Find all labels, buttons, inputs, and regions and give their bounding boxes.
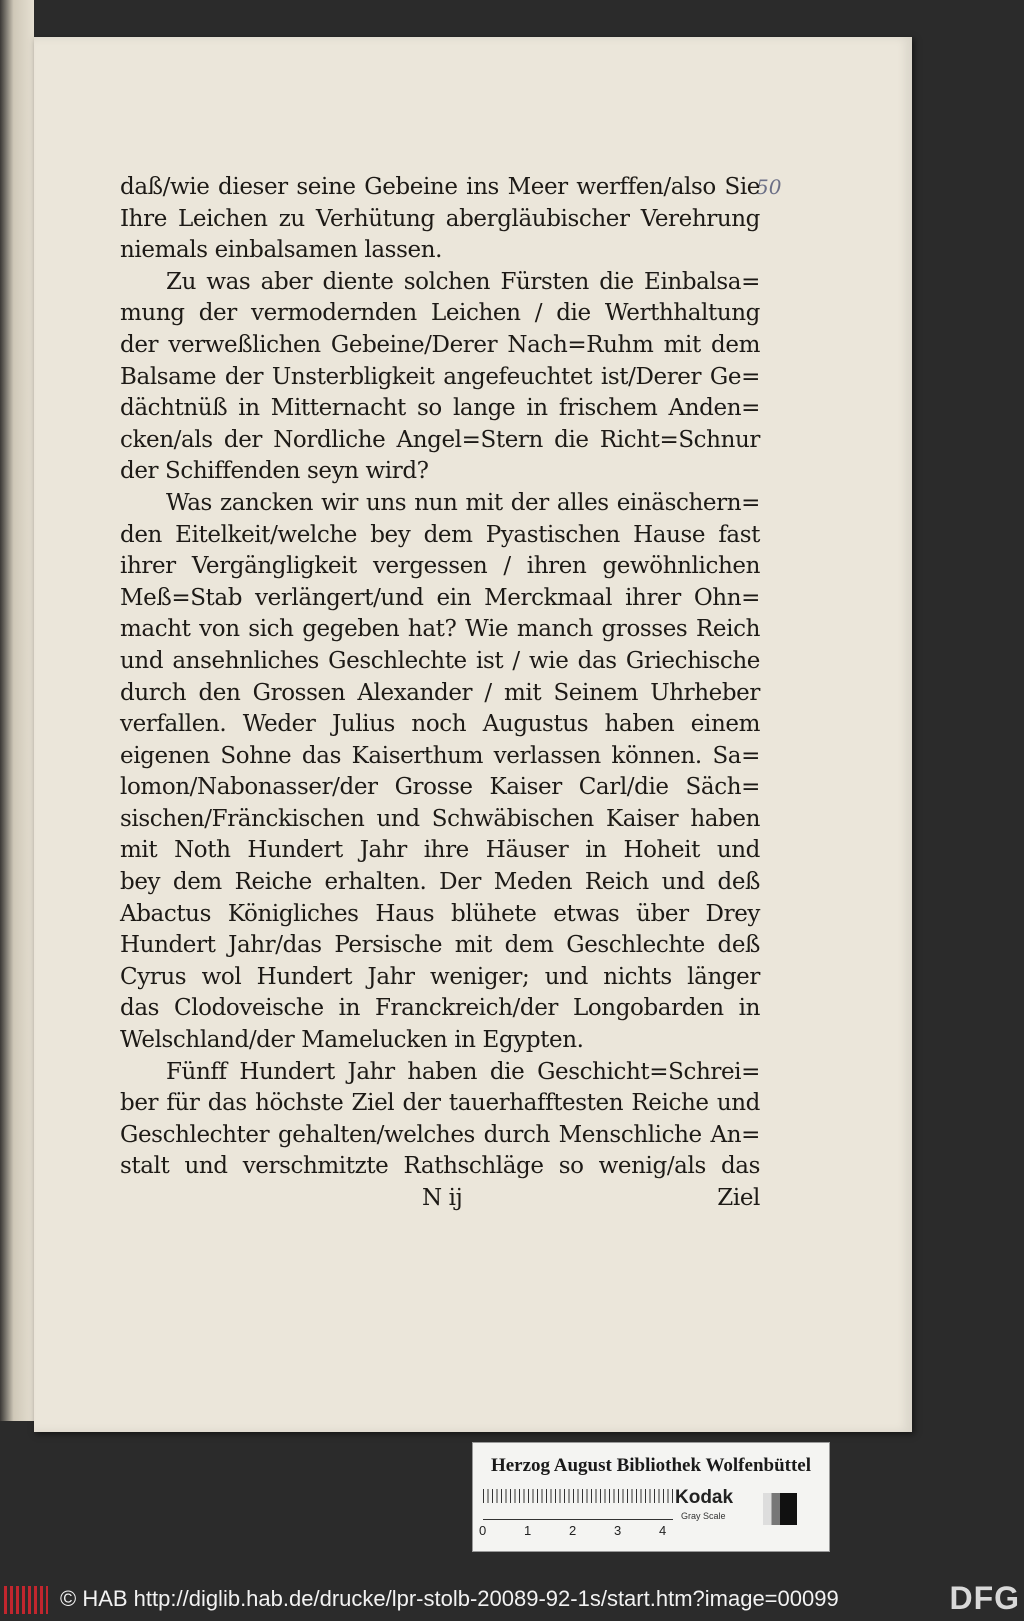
catchword: Ziel bbox=[717, 1185, 760, 1211]
scale-ruler bbox=[483, 1489, 673, 1520]
ruler-number: 0 bbox=[479, 1523, 487, 1538]
ruler-number: 1 bbox=[524, 1523, 532, 1538]
library-color-card bbox=[472, 1442, 830, 1552]
text-line: der Schiffenden seyn wird? bbox=[120, 458, 429, 485]
text-line: und ansehnliches Geschlechte ist / wie das Griechische bbox=[120, 647, 760, 674]
text-line: Meß=Stab verlängert/und ein Merckmaal ihrer Ohn= bbox=[120, 584, 760, 611]
ruler-numbers bbox=[479, 1523, 704, 1538]
signature-mark: N ij bbox=[422, 1185, 463, 1211]
text-line: niemals einbalsamen lassen. bbox=[120, 237, 443, 264]
barcode-icon bbox=[4, 1586, 48, 1614]
text-line: stalt und verschmitzte Rathschläge so wenig/als das bbox=[120, 1153, 760, 1180]
text-line: daß/wie dieser seine Gebeine ins Meer werffen/also Sie bbox=[120, 174, 760, 200]
text-line: durch den Grossen Alexander / mit Seinem Uhrheber bbox=[120, 679, 760, 706]
source-url[interactable]: © HAB http://diglib.hab.de/drucke/lpr-stolb-20089-92-1s/start.htm?image=00099 bbox=[60, 1586, 839, 1611]
text-line: cken/als der Nordliche Angel=Stern die Richt=Schnur bbox=[120, 426, 760, 453]
kodak-logo: Kodak bbox=[675, 1487, 734, 1508]
text-line: lomon/Nabonasser/der Grosse Kaiser Carl/die Säch= bbox=[120, 774, 760, 801]
folio-number: 50 bbox=[756, 175, 782, 199]
page-text bbox=[120, 172, 760, 1217]
footer-bar bbox=[0, 1580, 1024, 1621]
ruler-number: 4 bbox=[659, 1523, 667, 1538]
dfg-logo: DFG bbox=[949, 1580, 1020, 1616]
text-line: Welschland/der Mamelucken in Egypten. bbox=[120, 1027, 584, 1054]
text-line: ber für das höchste Ziel der tauerhafftesten Reiche und bbox=[120, 1090, 760, 1117]
text-line: sischen/Fränckischen und Schwäbischen Kaiser haben bbox=[120, 805, 760, 832]
text-line: eigenen Sohne das Kaiserthum verlassen können. Sa= bbox=[120, 742, 760, 769]
text-line: Cyrus wol Hundert Jahr weniger; und nichts länger bbox=[120, 963, 760, 990]
text-line: den Eitelkeit/welche bey dem Pyastischen Hause fast bbox=[120, 521, 760, 548]
text-line: Zu was aber diente solchen Fürsten die Einbalsa= bbox=[166, 268, 760, 295]
text-line: bey dem Reiche erhalten. Der Meden Reich und deß bbox=[120, 869, 760, 896]
library-name: Herzog August Bibliothek Wolfenbüttel bbox=[490, 1455, 812, 1476]
ruler-number: 3 bbox=[614, 1523, 622, 1538]
text-line: macht von sich gegeben hat? Wie manch grosses Reich bbox=[120, 616, 760, 643]
text-line: ihrer Vergängligkeit vergessen / ihren gewöhnlichen bbox=[120, 553, 760, 580]
ruler-number: 2 bbox=[569, 1523, 577, 1538]
text-line: Abactus Königliches Haus blühete etwas über Drey bbox=[120, 900, 760, 927]
signature-line bbox=[120, 1183, 760, 1217]
text-line: Geschlechter gehalten/welches durch Menschliche An= bbox=[120, 1121, 760, 1148]
text-line: mung der vermodernden Leichen / die Werthhaltung bbox=[120, 300, 760, 327]
text-line: Was zancken wir uns nun mit der alles einäschern= bbox=[166, 489, 760, 516]
text-line: Balsame der Unsterbligkeit angefeuchtet ist/Derer Ge= bbox=[120, 363, 760, 390]
text-line: Ihre Leichen zu Verhütung abergläubischer Verehrung bbox=[120, 205, 760, 232]
text-line: Fünff Hundert Jahr haben die Geschicht=Schrei= bbox=[166, 1058, 760, 1085]
gray-scale-label: Gray Scale bbox=[681, 1511, 726, 1521]
adjacent-page-edge bbox=[0, 0, 34, 1421]
gray-swatch bbox=[763, 1493, 797, 1525]
text-line: das Clodoveische in Franckreich/der Longobarden in bbox=[120, 995, 760, 1022]
text-line: mit Noth Hundert Jahr ihre Häuser in Hoheit und bbox=[120, 837, 760, 864]
text-line: dächtnüß in Mitternacht so lange in frischem Anden= bbox=[120, 395, 760, 422]
text-line: verfallen. Weder Julius noch Augustus haben einem bbox=[120, 711, 760, 738]
text-line: Hundert Jahr/das Persische mit dem Geschlechte deß bbox=[120, 932, 760, 959]
text-line: der verweßlichen Gebeine/Derer Nach=Ruhm mit dem bbox=[120, 331, 760, 358]
